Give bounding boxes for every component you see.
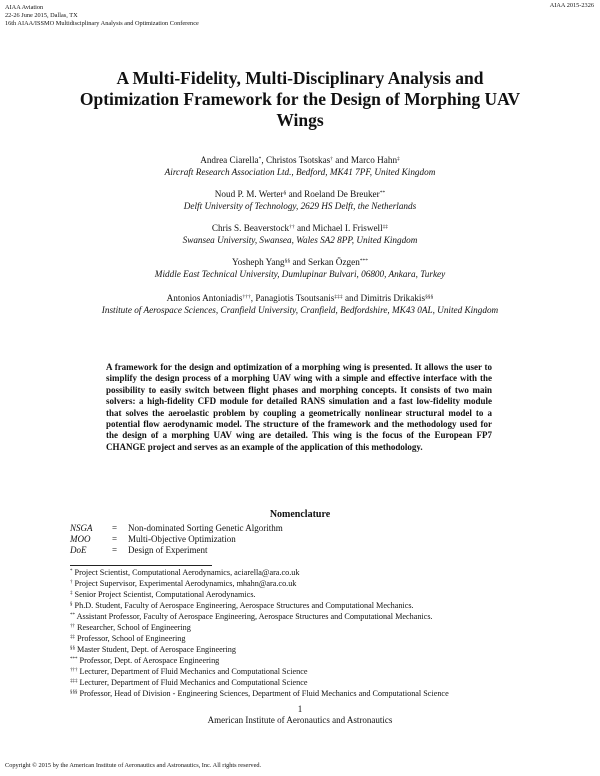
nomenclature-abbr: DoE: [70, 545, 87, 555]
nomenclature-eq: =: [112, 545, 118, 555]
author-name: Chris S. Beaverstock: [211, 223, 290, 233]
nomenclature-def: Design of Experiment: [128, 545, 208, 555]
nomenclature-entry: [70, 534, 236, 545]
title-line: Optimization Framework for the Design of Morphing UAV: [79, 89, 521, 109]
footnote-text: Ph.D. Student, Faculty of Aerospace Engineering, Aerospace Structures and Computational Mechanics.: [74, 601, 414, 610]
author-group: [0, 188, 600, 212]
author-mark: ‡‡‡: [334, 294, 343, 300]
nomenclature-def: Multi-Objective Optimization: [128, 534, 236, 544]
footnote-mark: ***: [70, 657, 78, 662]
author-group: [0, 154, 600, 178]
author-mark: **: [379, 190, 386, 196]
author-name: Christos Tsotskas: [265, 155, 331, 165]
author-line: [0, 256, 600, 268]
affiliation: Aircraft Research Association Ltd., Bedford, MK41 7PF, United Kingdom: [164, 167, 436, 177]
footnote-rule: [70, 565, 212, 566]
author-name: Michael I. Friswell: [312, 223, 383, 233]
footnote-mark: †: [70, 580, 73, 585]
author-name: Roeland De Breuker: [304, 189, 380, 199]
footnote-mark: §§§: [70, 690, 78, 695]
footnote: [70, 568, 299, 579]
footnote: [70, 634, 185, 645]
author-mark: *: [258, 156, 262, 162]
publisher: American Institute of Aeronautics and Astronautics: [207, 715, 393, 725]
footnote: [70, 667, 308, 678]
footnote-mark: ‡‡: [70, 635, 75, 640]
conference-name: AIAA Aviation: [5, 4, 44, 11]
footnote: [70, 590, 256, 601]
footnote-text: Project Scientist, Computational Aerodynamics, aciarella@ara.co.uk: [74, 568, 300, 577]
footnote-mark: ‡: [70, 591, 73, 596]
author-sep: and: [286, 189, 305, 199]
footnote: [70, 656, 219, 667]
paper-title: [0, 68, 600, 131]
conference-dates: 22-26 June 2015, Dallas, TX: [5, 12, 78, 19]
copyright: Copyright © 2015 by the American Institute of Aeronautics and Astronautics, Inc. All rights reserved.: [5, 762, 262, 769]
author-line: [0, 188, 600, 200]
footnote-mark: §§: [70, 646, 75, 651]
footnote-mark: §: [70, 602, 73, 607]
footnote-mark: ††: [70, 624, 75, 629]
affiliation: Delft University of Technology, 2629 HS Delft, the Netherlands: [183, 201, 417, 211]
author-name: Antonios Antoniadis: [166, 293, 243, 303]
author-sep: and: [333, 155, 351, 165]
nomenclature-eq: =: [112, 534, 118, 544]
author-name: Noud P. M. Werter: [214, 189, 284, 199]
title-line: A Multi-Fidelity, Multi-Disciplinary Analysis and: [116, 68, 484, 88]
author-mark: †: [330, 156, 333, 162]
footnote-text: Professor, Dept. of Aerospace Engineering: [79, 656, 220, 665]
author-sep: and: [294, 223, 313, 233]
author-mark: ‡: [397, 156, 400, 162]
author-line: [0, 222, 600, 234]
footnote-text: Senior Project Scientist, Computational Aerodynamics.: [74, 590, 256, 599]
nomenclature-entry: [70, 523, 283, 534]
title-line: Wings: [276, 110, 324, 130]
author-sep: ,: [250, 293, 256, 303]
author-group: [0, 292, 600, 316]
nomenclature-abbr: MOO: [70, 534, 91, 544]
author-mark: §§: [284, 258, 291, 264]
footnote: [70, 623, 191, 634]
author-sep: and: [290, 257, 308, 267]
footnote-text: Master Student, Dept. of Aerospace Engineering: [77, 645, 236, 654]
nomenclature-abbr: NSGA: [70, 523, 93, 533]
affiliation: Middle East Technical University, Dumlupinar Bulvari, 06800, Ankara, Turkey: [154, 269, 446, 279]
nomenclature-entry: [70, 545, 207, 556]
author-group: [0, 222, 600, 246]
footnote-text: Assistant Professor, Faculty of Aerospace Engineering, Aerospace Structures and Computational Mechanics.: [76, 612, 433, 621]
author-sep: and: [342, 293, 361, 303]
paper-id: AIAA 2015-2326: [549, 2, 594, 9]
author-mark: †††: [242, 294, 251, 300]
footnote-mark: *: [70, 569, 73, 574]
footnote: [70, 612, 433, 623]
affiliation: Institute of Aerospace Sciences, Cranfield University, Cranfield, Bedfordshire, MK43 0AL, United Kingdom: [101, 305, 499, 315]
page-number: 1: [297, 704, 303, 714]
conference-header: [5, 4, 199, 28]
nomenclature-def: Non-dominated Sorting Genetic Algorithm: [128, 523, 283, 533]
footnote: [70, 678, 308, 689]
footnote-text: Professor, School of Engineering: [77, 634, 186, 643]
author-mark: §§§: [425, 294, 434, 300]
footnote-mark: ‡‡‡: [70, 679, 78, 684]
author-mark: ††: [289, 224, 295, 230]
author-name: Panagiotis Tsoutsanis: [255, 293, 335, 303]
author-name: Marco Hahn: [350, 155, 398, 165]
nomenclature-eq: =: [112, 523, 118, 533]
author-line: [0, 154, 600, 166]
footnote-text: Lecturer, Department of Fluid Mechanics and Computational Science: [79, 678, 308, 687]
abstract: A framework for the design and optimization of a morphing wing is presented. It allows the user to simplify the design process of a morphing UAV wing with a simple and effective interface with the possibility to easily switch between flight phases and morphing concepts. It consists of two main solvers: a high-fidelity CFD module for detailed RANS simulation and a fast low-fidelity module that solves the aeroelastic problem by coupling a geometrically nonlinear structural model to a potential flow aerodynamic model. The structure of the framework and the methodology used for the design of a morphing UAV wing are detailed. This wing is the focus of the European FP7 CHANGE project and serves as an example of the application of this methodology.: [106, 362, 492, 452]
footnote-text: Professor, Head of Division - Engineering Sciences, Department of Fluid Mechanics and Computational Science: [79, 689, 449, 698]
footnote-mark: †††: [70, 668, 78, 673]
footnote: [70, 645, 236, 656]
footnote: [70, 689, 449, 700]
author-mark: ***: [359, 258, 369, 264]
author-mark: ‡‡: [382, 224, 389, 230]
affiliation: Swansea University, Swansea, Wales SA2 8PP, United Kingdom: [182, 235, 418, 245]
author-name: Serkan Özgen: [308, 257, 360, 267]
author-name: Andrea Ciarella: [200, 155, 259, 165]
conference-full-name: 16th AIAA/ISSMO Multidisciplinary Analysis and Optimization Conference: [5, 20, 199, 27]
footnote-text: Project Supervisor, Experimental Aerodynamics, mhahn@ara.co.uk: [74, 579, 297, 588]
footnote: [70, 579, 296, 590]
footnote-text: Researcher, School of Engineering: [77, 623, 191, 632]
footnote-text: Lecturer, Department of Fluid Mechanics and Computational Science: [79, 667, 308, 676]
author-name: Yosheph Yang: [231, 257, 285, 267]
footnote: [70, 601, 414, 612]
author-name: Dimitris Drikakis: [360, 293, 426, 303]
footnote-mark: **: [70, 613, 75, 618]
author-sep: ,: [261, 155, 266, 165]
nomenclature-heading: Nomenclature: [269, 509, 331, 520]
author-group: [0, 256, 600, 280]
author-line: [0, 292, 600, 304]
author-mark: §: [283, 190, 287, 196]
